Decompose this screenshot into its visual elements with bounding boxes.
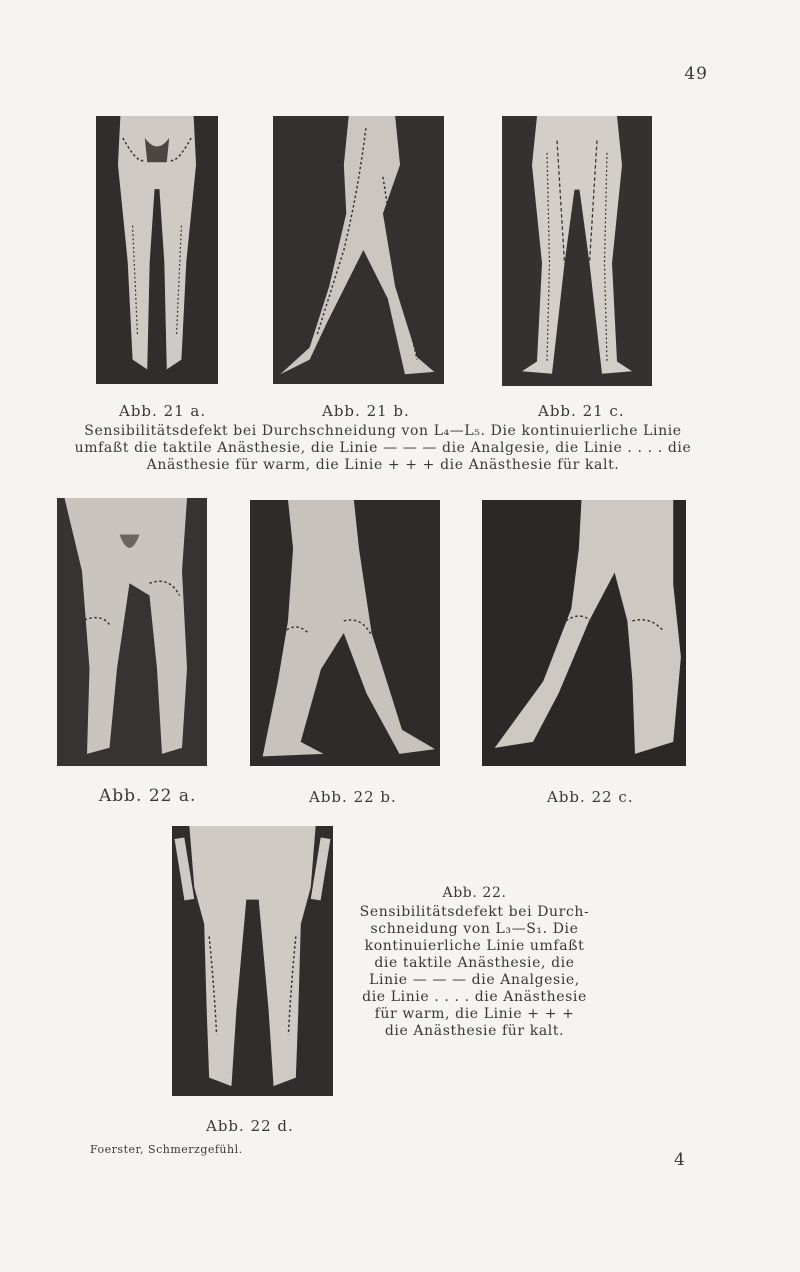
signature-mark: 4	[674, 1150, 685, 1170]
photo-22b	[250, 500, 440, 766]
footer-author: Foerster, Schmerzgefühl.	[90, 1143, 243, 1156]
caption-22-line: die Anästhesie für kalt.	[384, 1023, 565, 1039]
label-22a: Abb. 22 a.	[99, 786, 197, 806]
label-22b: Abb. 22 b.	[309, 788, 397, 806]
caption-22-line: die taktile Anästhesie, die	[374, 955, 575, 971]
caption-22-line: kontinuierliche Linie umfaßt	[364, 938, 585, 954]
photo-21c	[502, 116, 652, 386]
photo-21a	[96, 116, 218, 384]
label-21c: Abb. 21 c.	[538, 402, 625, 420]
caption-21-line: Anästhesie für warm, die Linie + + + die Anästhesie für kalt.	[146, 457, 620, 473]
photo-21b	[273, 116, 444, 384]
caption-figure-22	[357, 885, 592, 1040]
caption-21-line: Sensibilitätsdefekt bei Durchschneidung von L₄—L₅. Die kontinuierliche Linie	[84, 423, 682, 439]
label-22c: Abb. 22 c.	[547, 788, 634, 806]
label-21b: Abb. 21 b.	[322, 402, 410, 420]
label-22d: Abb. 22 d.	[206, 1117, 294, 1135]
caption-21-line: umfaßt die taktile Anästhesie, die Linie — — — die Analgesie, die Linie . . . . die	[74, 440, 692, 456]
page-number: 49	[684, 64, 708, 84]
caption-22-line: schneidung von L₃—S₁. Die	[370, 921, 579, 937]
label-21a: Abb. 21 a.	[119, 402, 207, 420]
photo-22d	[172, 826, 333, 1096]
caption-22-line: für warm, die Linie + + +	[374, 1006, 575, 1022]
photo-22a	[57, 498, 207, 766]
caption-22-line: Linie — — — die Analgesie,	[369, 972, 580, 988]
caption-22-line: Sensibilitätsdefekt bei Durch-	[359, 904, 590, 920]
photo-22c	[482, 500, 686, 766]
caption-figure-21	[58, 423, 708, 474]
caption-22-title: Abb. 22.	[442, 885, 507, 901]
caption-22-line: die Linie . . . . die Anästhesie	[362, 989, 587, 1005]
